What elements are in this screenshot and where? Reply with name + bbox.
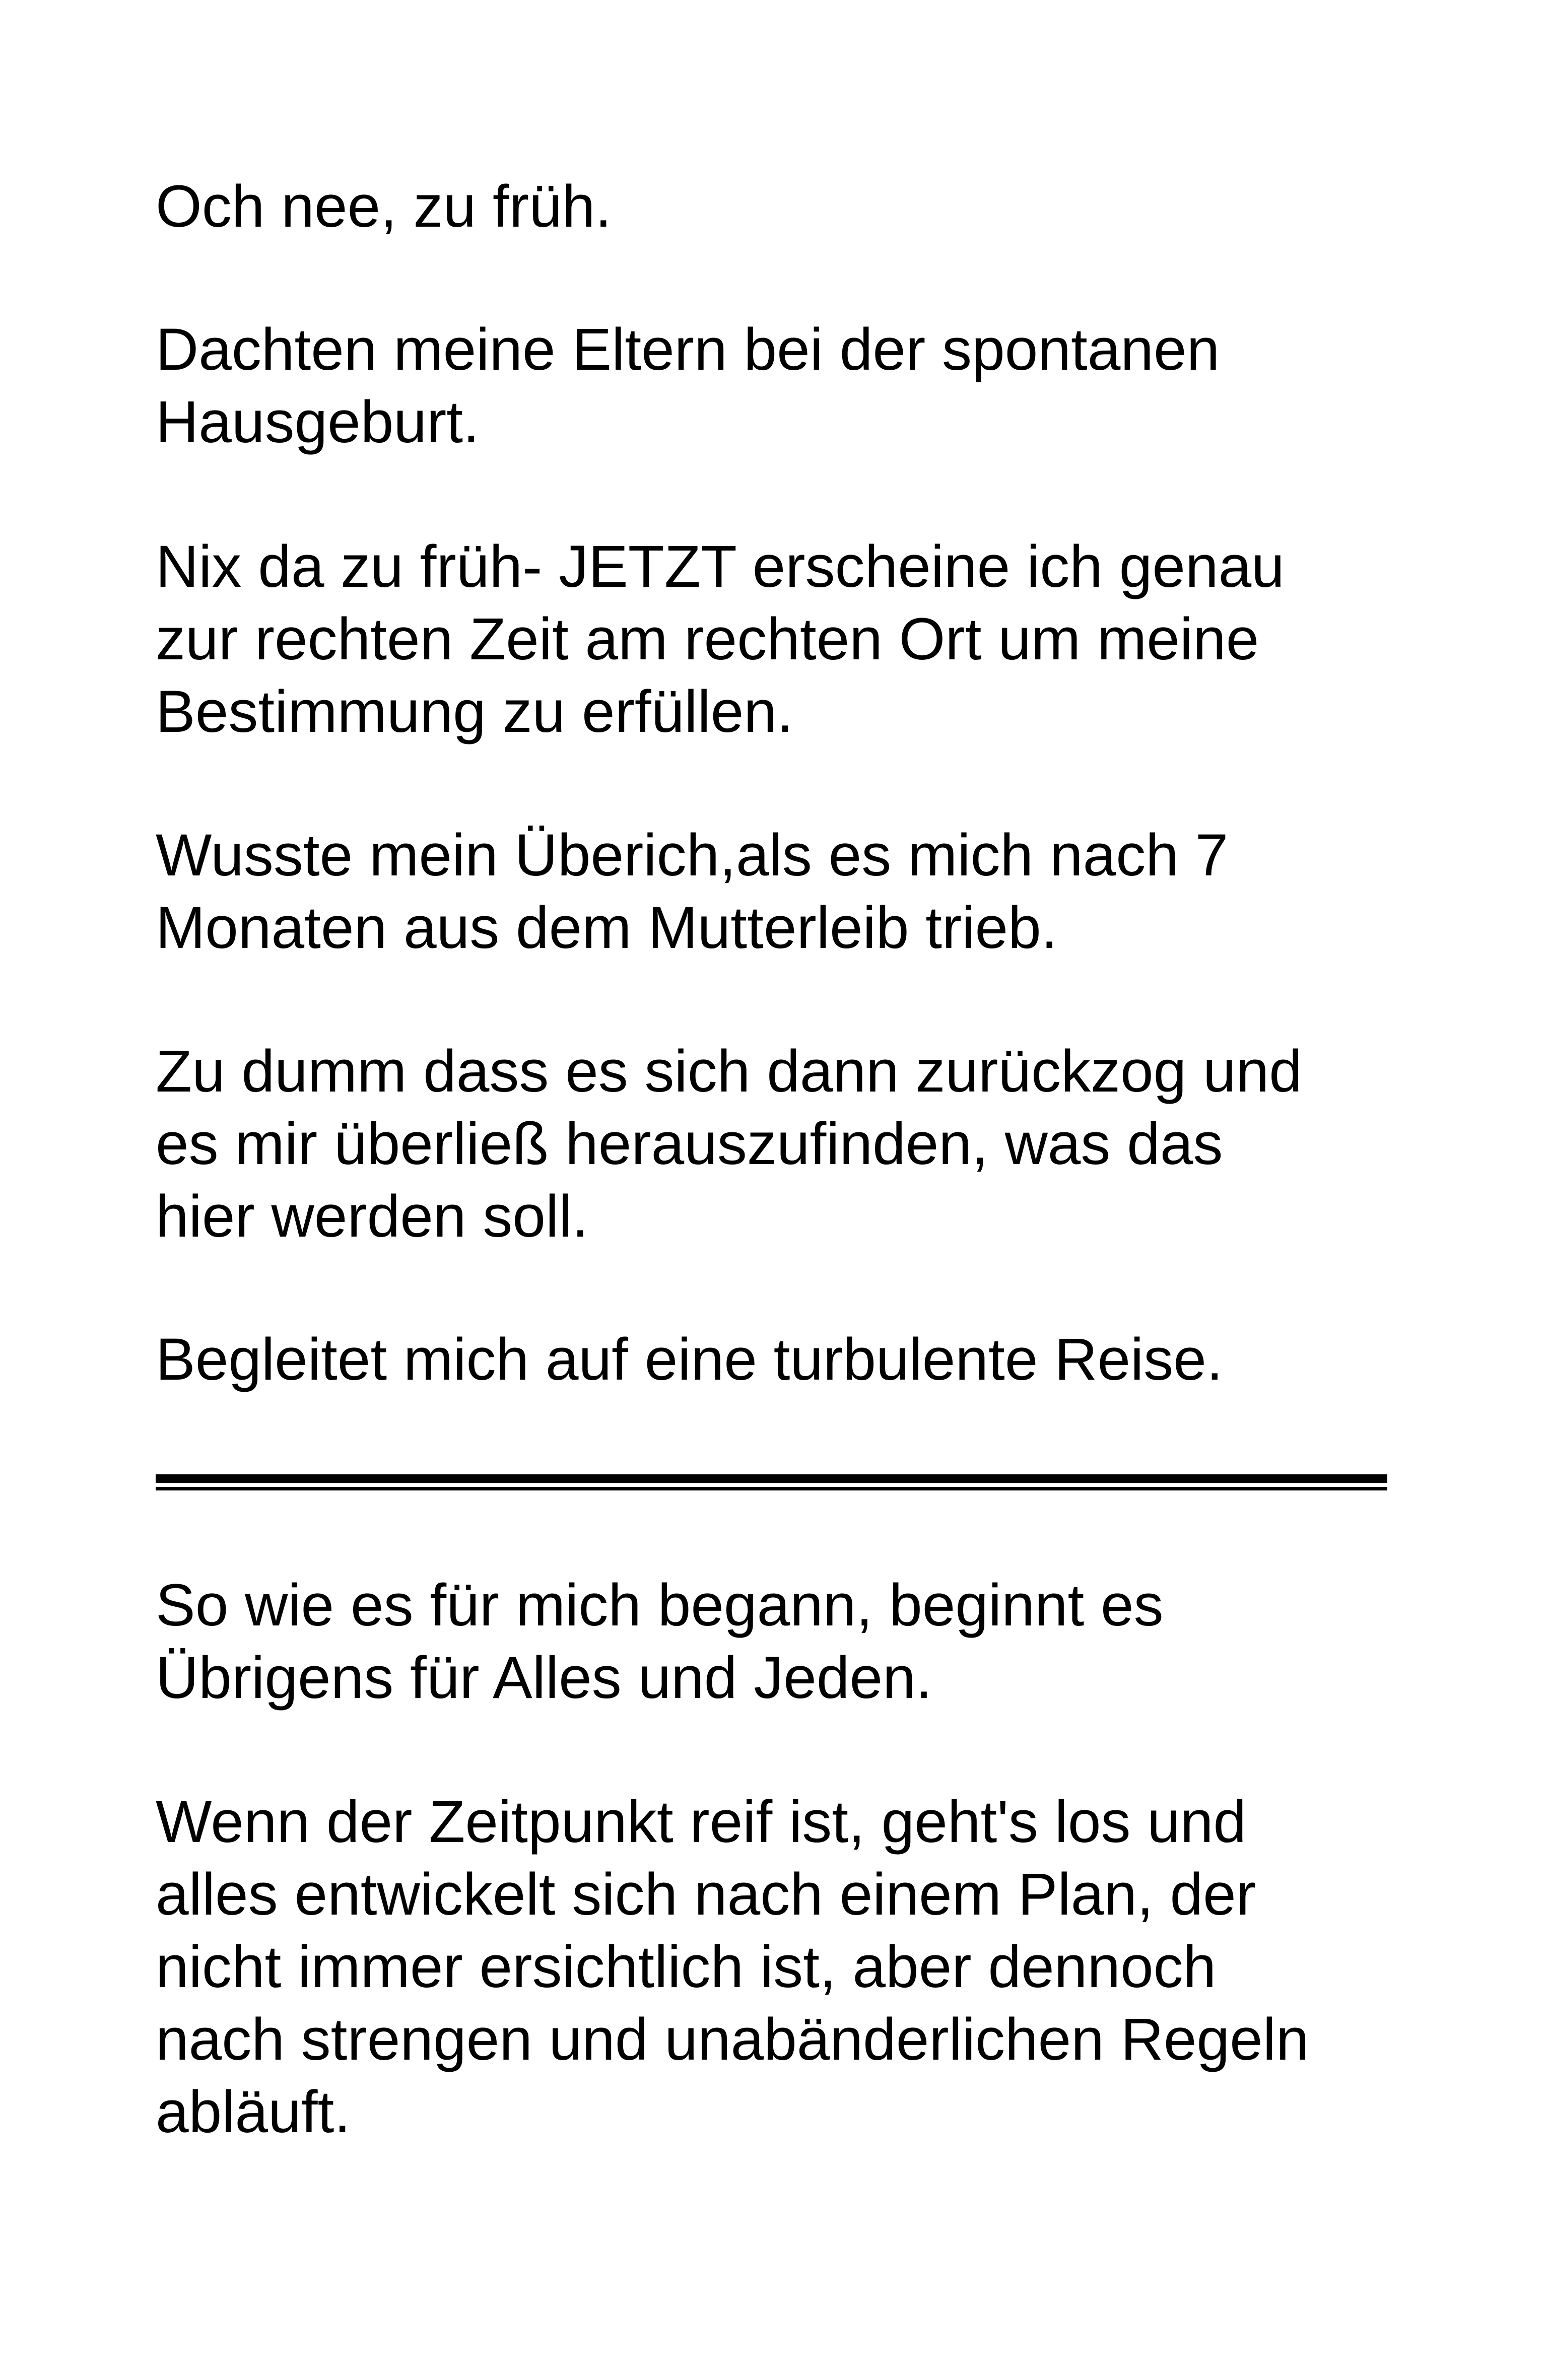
paragraph-ueberich: Wusste mein Überich,als es mich nach 7 Monaten aus dem Mutterleib trieb. [156,822,1229,961]
paragraph-parents: Dachten meine Eltern bei der spontanen Hausgeburt. [156,316,1220,455]
paragraph-withdrawal: Zu dumm dass es sich dann zurückzog und es mir überließ herauszufinden, was das hier werden soll. [156,1038,1302,1250]
paragraph-destiny: Nix da zu früh- JETZT erscheine ich genau zur rechten Zeit am rechten Ort um meine Bestimmung zu erfüllen. [156,533,1285,745]
paragraph-intro: Och nee, zu früh. [156,173,612,240]
paragraph-journey: Begleitet mich auf eine turbulente Reise. [156,1326,1223,1393]
divider-thin-line [156,1487,1387,1490]
double-rule-divider [156,1474,1387,1490]
paragraph-plan: Wenn der Zeitpunkt reif ist, geht's los und alles entwickelt sich nach einem Plan, der nicht immer ersichtlich ist, aber dennoch nach strengen und unabänderlichen Regeln abläuft. [156,1789,1309,2145]
divider-thick-line [156,1474,1387,1483]
paragraph-beginning: So wie es für mich begann, beginnt es Übrigens für Alles und Jeden. [156,1572,1164,1711]
